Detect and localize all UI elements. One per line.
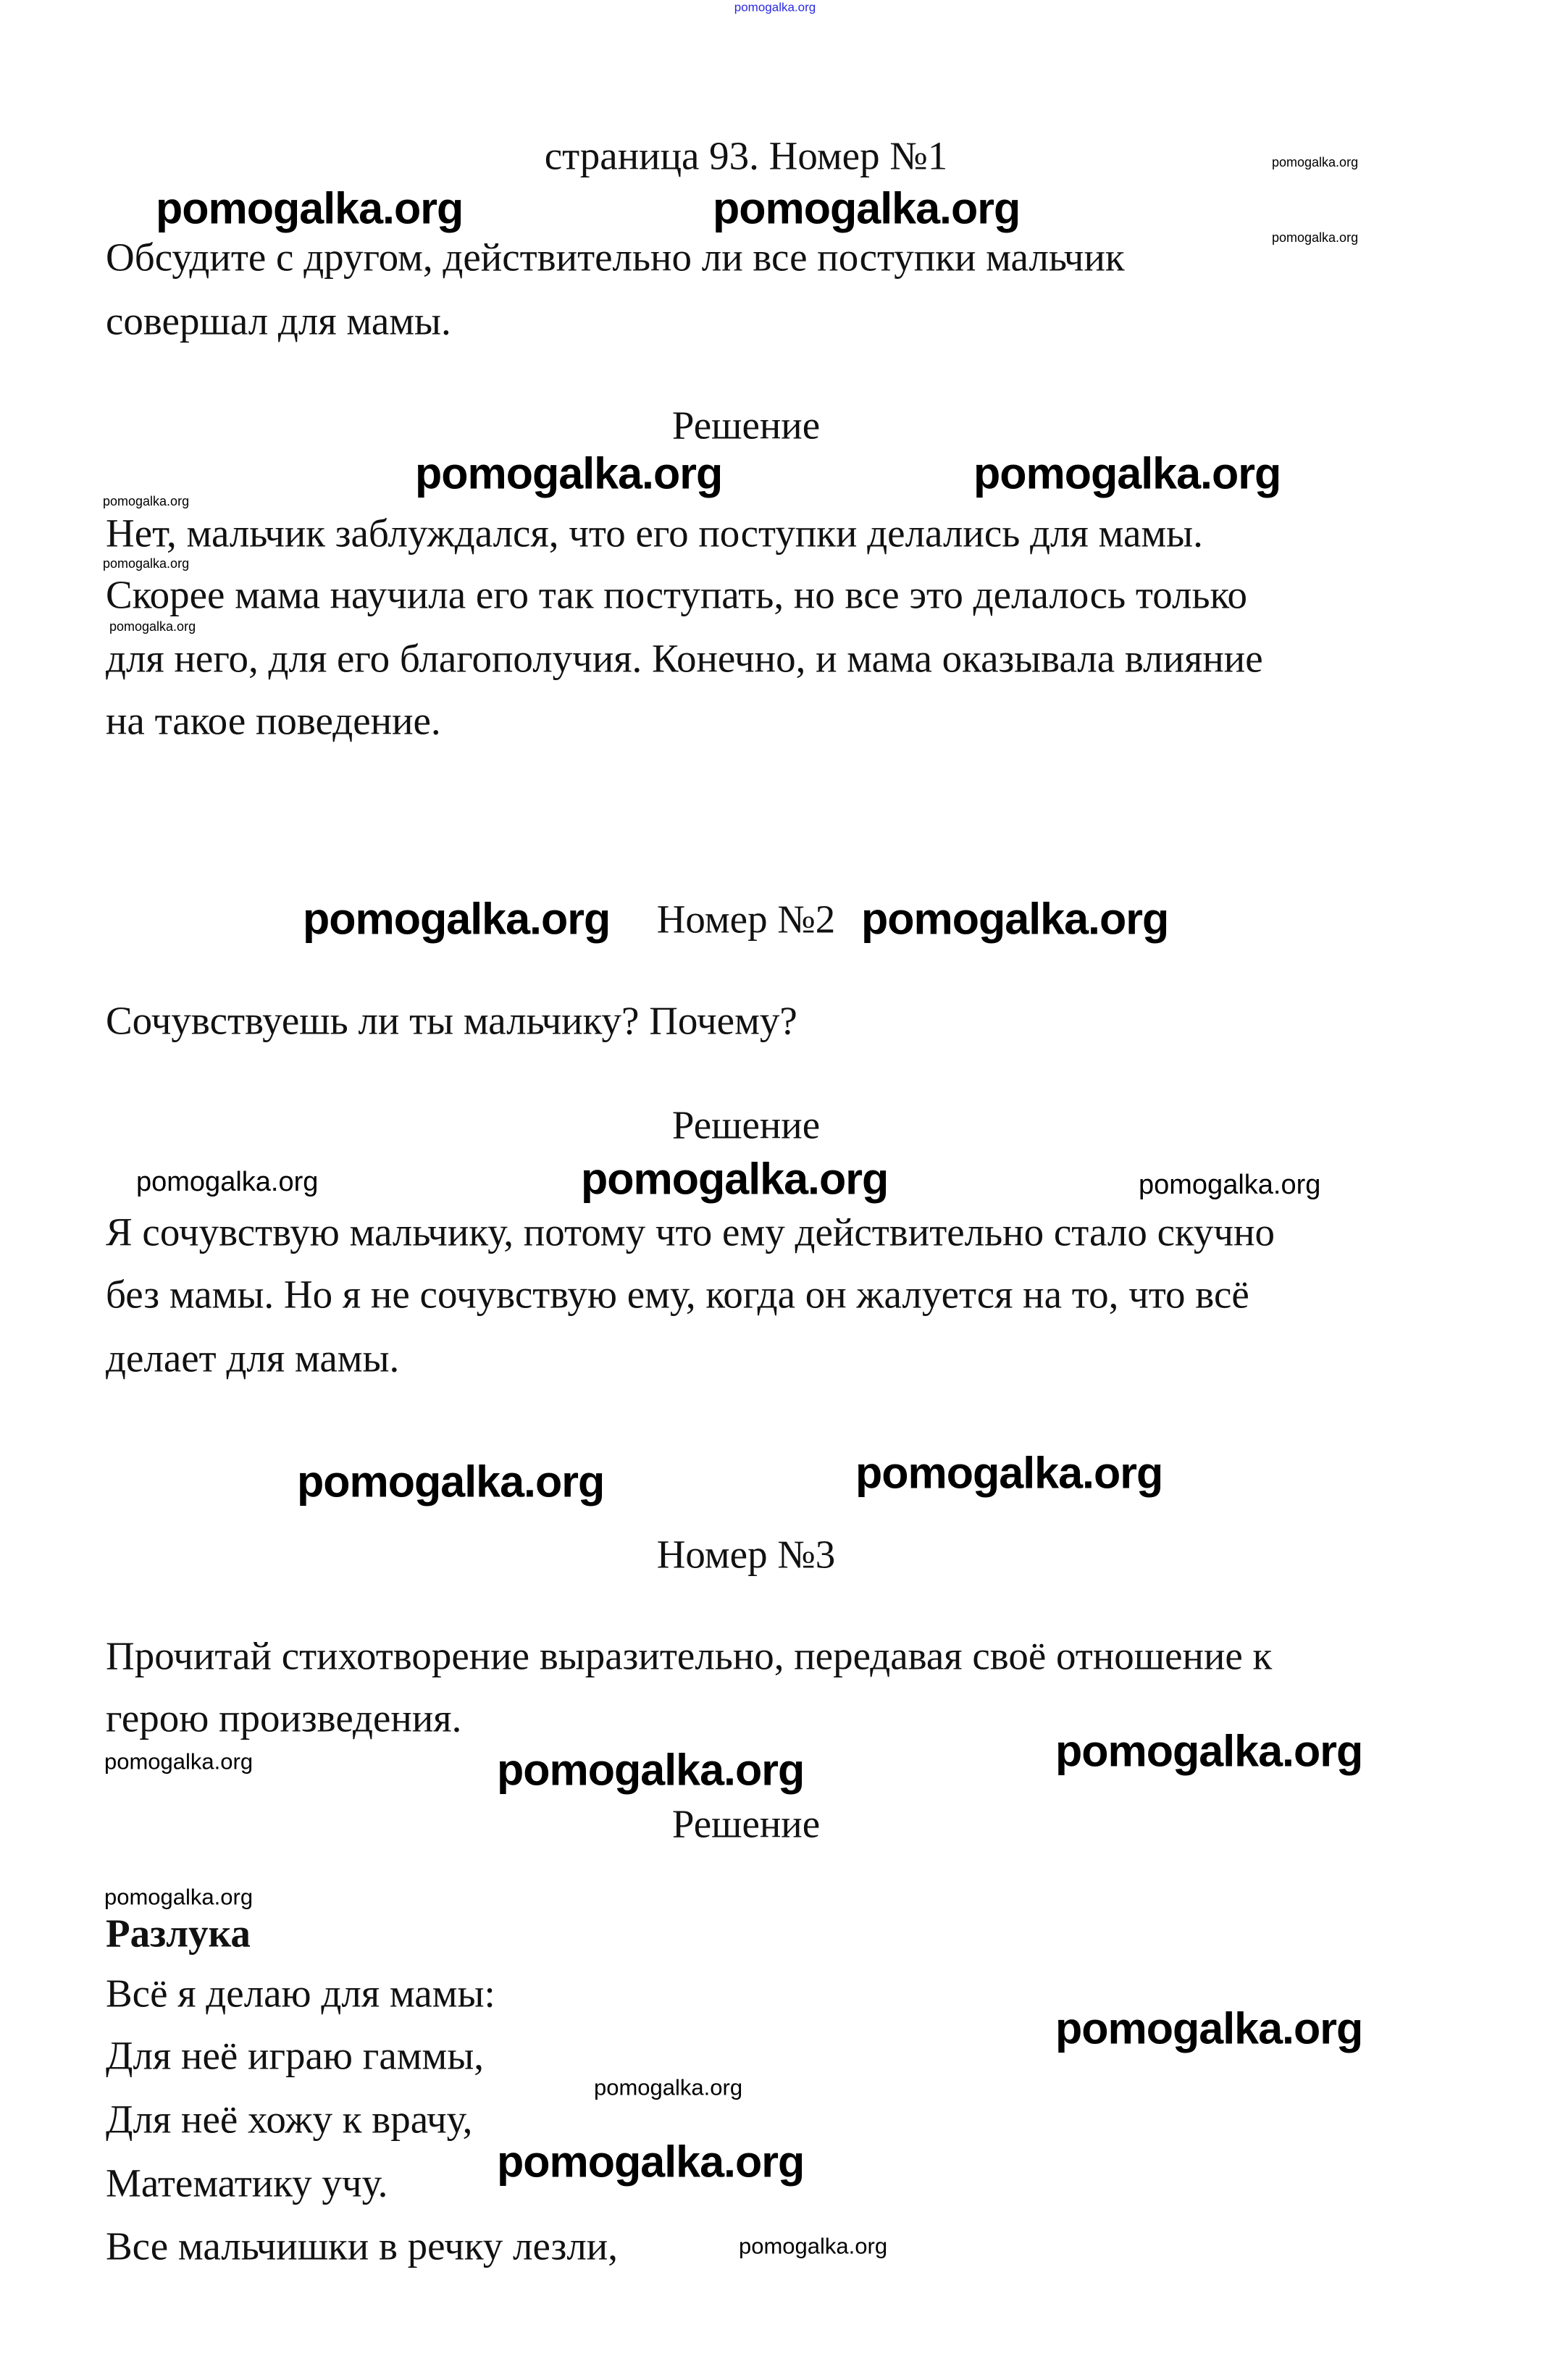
task2-solution-label: Решение <box>671 1102 821 1147</box>
task2-question-line: Сочувствуешь ли ты мальчику? Почему? <box>106 998 797 1043</box>
task1-answer-line: для него, для его благополучия. Конечно, и мама оказывала влияние <box>106 636 1263 681</box>
watermark: pomogalka.org <box>1139 1170 1321 1200</box>
watermark: pomogalka.org <box>136 1167 319 1197</box>
watermark: pomogalka.org <box>109 619 196 634</box>
watermark: pomogalka.org <box>104 1748 254 1774</box>
watermark: pomogalka.org <box>104 1884 254 1910</box>
task3-question-line: Прочитай стихотворение выразительно, передавая своё отношение к <box>106 1633 1273 1678</box>
task3-solution-label: Решение <box>671 1801 821 1846</box>
task1-answer-line: Нет, мальчик заблуждался, что его поступки делались для мамы. <box>106 511 1203 556</box>
task2-answer-line: Я сочувствую мальчику, потому что ему действительно стало скучно <box>106 1210 1275 1254</box>
poem-line: Всё я делаю для мамы: <box>106 1971 495 2016</box>
watermark: pomogalka.org <box>855 1448 1163 1498</box>
task1-solution-label: Решение <box>671 403 821 448</box>
watermark: pomogalka.org <box>1055 2003 1363 2053</box>
poem-line: Для неё хожу к врачу, <box>106 2097 473 2142</box>
watermark: pomogalka.org <box>103 494 190 508</box>
task2-answer-line: делает для мамы. <box>106 1336 400 1380</box>
poem-title: Разлука <box>106 1911 251 1956</box>
task1-question-line: Обсудите с другом, действительно ли все поступки мальчик <box>106 235 1125 280</box>
poem-line: Математику учу. <box>106 2161 388 2205</box>
task1-title: страница 93. Номер №1 <box>544 133 948 178</box>
task2-title: Номер №2 <box>656 897 836 942</box>
watermark: pomogalka.org <box>1272 155 1359 169</box>
watermark: pomogalka.org <box>297 1457 605 1507</box>
watermark: pomogalka.org <box>497 1745 805 1795</box>
task1-answer-line: Скорее мама научила его так поступать, но все это делалось только <box>106 572 1247 617</box>
watermark: pomogalka.org <box>739 2233 888 2259</box>
watermark: pomogalka.org <box>156 183 464 233</box>
watermark: pomogalka.org <box>497 2137 805 2187</box>
watermark: pomogalka.org <box>594 2074 743 2100</box>
task3-question-line: герою произведения. <box>106 1696 462 1740</box>
watermark: pomogalka.org <box>103 556 190 571</box>
watermark: pomogalka.org <box>861 894 1169 944</box>
poem-line: Все мальчишки в речку лезли, <box>106 2224 618 2268</box>
watermark: pomogalka.org <box>581 1154 889 1204</box>
watermark: pomogalka.org <box>1055 1726 1363 1776</box>
watermark: pomogalka.org <box>415 448 723 498</box>
watermark: pomogalka.org <box>973 448 1281 498</box>
watermark: pomogalka.org <box>1272 230 1359 245</box>
poem-line: Для неё играю гаммы, <box>106 2033 485 2078</box>
task3-title: Номер №3 <box>656 1532 836 1577</box>
watermark: pomogalka.org <box>303 894 611 944</box>
watermark-top: pomogalka.org <box>734 0 816 14</box>
task1-answer-line: на такое поведение. <box>106 698 441 743</box>
task2-answer-line: без мамы. Но я не сочувствую ему, когда он жалуется на то, что всё <box>106 1272 1249 1317</box>
task1-question-line: совершал для мамы. <box>106 298 451 343</box>
watermark: pomogalka.org <box>713 183 1021 233</box>
